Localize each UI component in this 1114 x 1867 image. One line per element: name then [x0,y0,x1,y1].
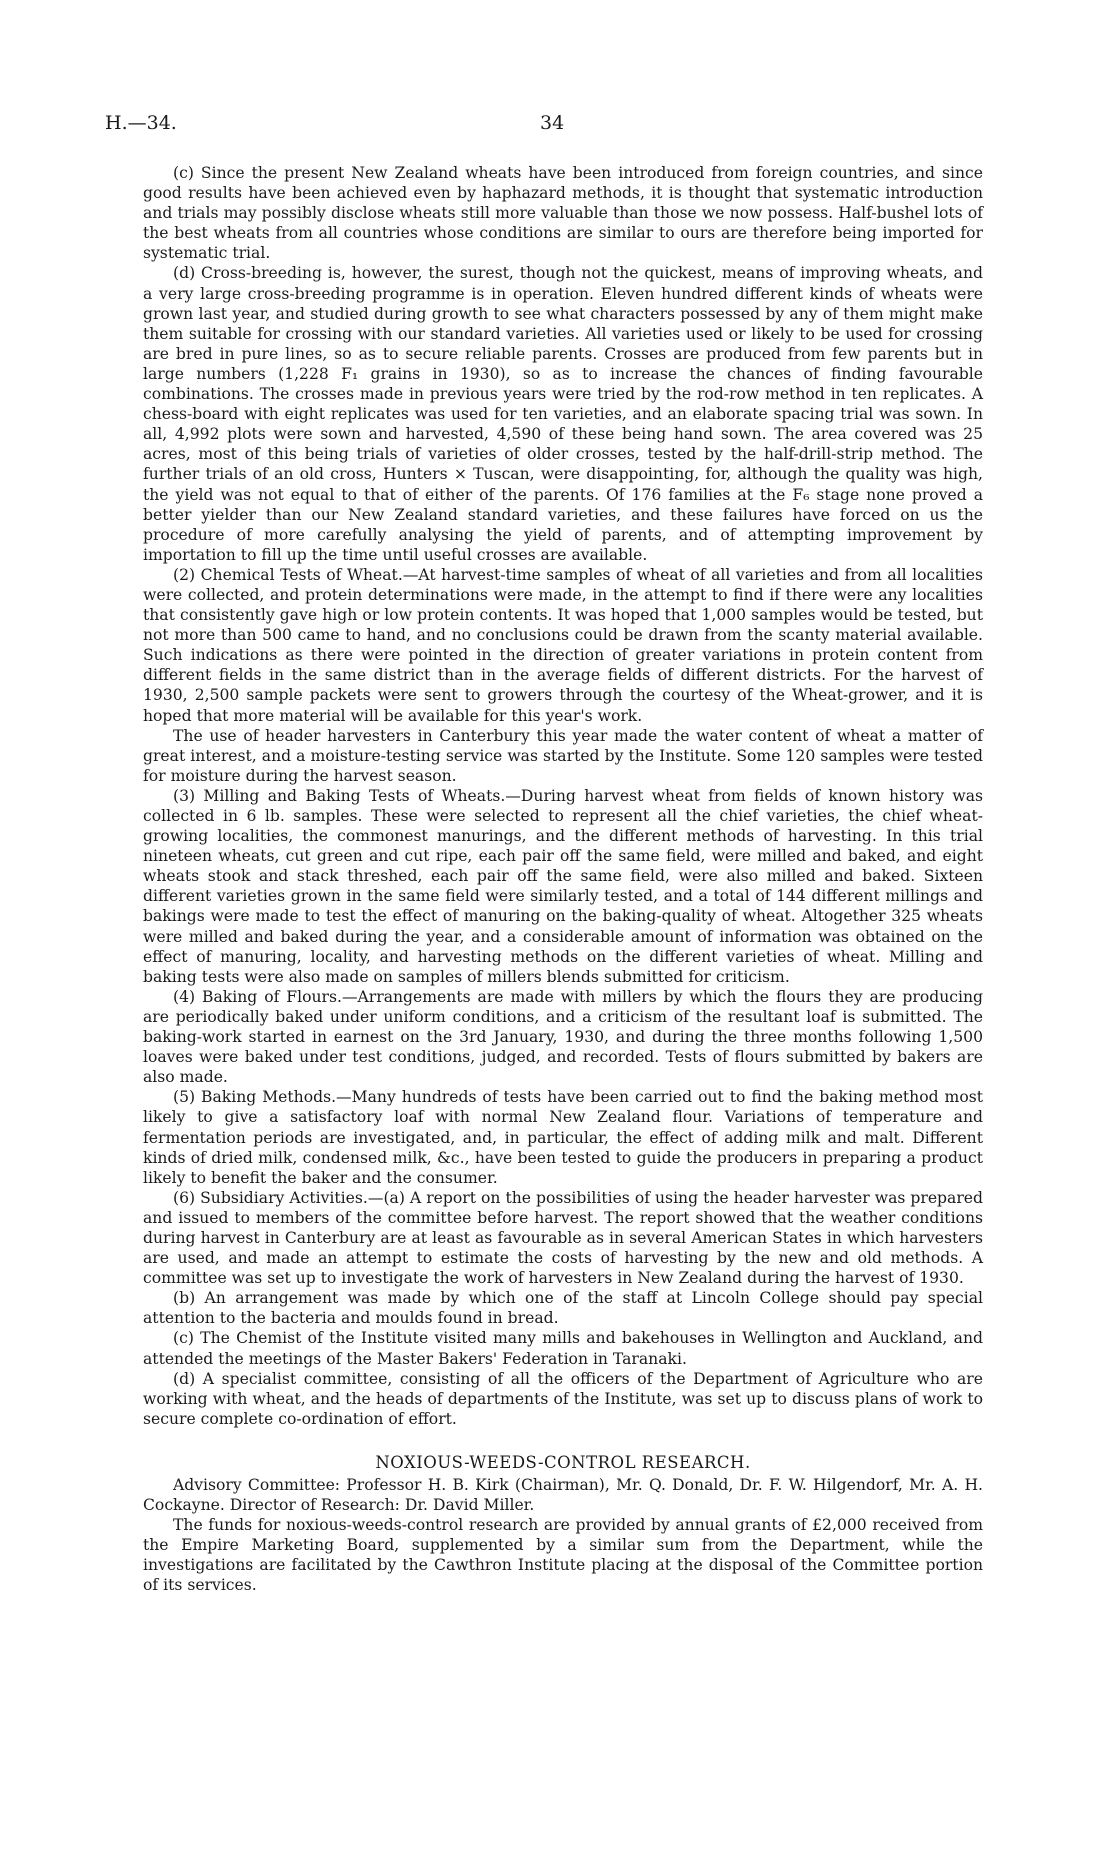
report-reference: H.—34. [105,112,177,134]
page-number: 34 [540,112,565,134]
paragraph-c-introduction: (c) Since the present New Zealand wheats have been introduced from foreign countries, and since good results have been achieved even by haphazard methods, it is thought that systematic introduction and trials may possibly disclose wheats still more valuable than those we now possess. Half-bushel lots of the best wheats from all countries whose conditions are similar to ours are therefore being imported for systematic trial. [143,164,983,263]
paragraph-6-subsidiary: (6) Subsidiary Activities.—(a) A report on the possibilities of using the header harvester was prepared and issued to members of the committee before harvest. The report showed that the weather conditions during harvest in Canterbury are at least as favourable as in several American States in which harvesters are used, and made an attempt to estimate the costs of harvesting by the new and old methods. A committee was set up to investigate the work of harvesters in New Zealand during the harvest of 1930. [143,1188,983,1288]
paragraph-6d: (d) A specialist committee, consisting of all the officers of the Department of Agriculture who are working with wheat, and the heads of departments of the Institute, was set up to discuss plans of work to secure complete co-ordination of effort. [143,1369,983,1428]
paragraph-3-milling-baking: (3) Milling and Baking Tests of Wheats.—During harvest wheat from fields of known history was collected in 6 lb. samples. These were selected to represent all the chief varieties, the chief wheat-growing localities, the commonest manurings, and the different methods of harvesting. In this trial nineteen wheats, cut green and cut ripe, each pair off the same field, were milled and baked, and eight wheats stook and stack threshed, each pair off the same field, were also milled and baked. Sixteen different varieties grown in the same field were similarly tested, and a total of 144 different millings and bakings were made to test the effect of manuring on the baking-quality of wheat. Altogether 325 wheats were milled and baked during the year, and a considerable amount of information was obtained on the effect of manuring, locality, and harvesting methods on the different varieties of wheat. Milling and baking tests were also made on samples of millers blends submitted for criticism. [143,786,983,986]
page-header [105,112,985,138]
paragraph-6c: (c) The Chemist of the Institute visited many mills and bakehouses in Wellington and Auckland, and attended the meetings of the Master Bakers' Federation in Taranaki. [143,1329,983,1368]
funding-paragraph: The funds for noxious-weeds-control research are provided by annual grants of £2,000 received from the Empire Marketing Board, supplemented by a similar sum from the Department, while the investigations are facilitated by the Cawthron Institute placing at the disposal of the Committee portion of its services. [143,1516,983,1595]
paragraph-d-cross-breeding: (d) Cross-breeding is, however, the surest, though not the quickest, means of improving wheats, and a very large cross-breeding programme is in operation. Eleven hundred different kinds of wheats were grown last year, and studied during growth to see what characters possessed by any of them might make them suitable for crossing with our standard varieties. All varieties used or likely to be used for crossing are bred in pure lines, so as to secure reliable parents. Crosses are produced from few parents but in large numbers (1,228 F₁ grains in 1930), so as to increase the chances of finding favourable combinations. The crosses made in previous years were tried by the rod-row method in ten replicates. A chess-board with eight replicates was used for ten varieties, and an elaborate spacing trial was sown. In all, 4,992 plots were sown and harvested, 4,590 of these being hand sown. The area covered was 25 acres, most of this being trials of varieties of older crosses, tested by the half-drill-strip method. The further trials of an old cross, Hunters × Tuscan, were disappointing, for, although the quality was high, the yield was not equal to that of either of the parents. Of 176 families at the F₆ stage none proved a better yielder than our New Zealand standard varieties, and these failures have forced on us the procedure of more carefully analysing the yield of parents, and of attempting improvement by importation to fill up the time until useful crosses are available. [143,264,983,564]
section-title: NOXIOUS-WEEDS-CONTROL RESEARCH. [375,1452,751,1472]
paragraph-4-baking-flours: (4) Baking of Flours.—Arrangements are made with millers by which the flours they are producing are periodically baked under uniform conditions, and a criticism of the resultant loaf is submitted. The baking-work started in earnest on the 3rd January, 1930, and during the three months following 1,500 loaves were baked under test conditions, judged, and recorded. Tests of flours submitted by bakers are also made. [143,987,983,1087]
paragraph-5-baking-methods: (5) Baking Methods.—Many hundreds of tests have been carried out to find the baking method most likely to give a satisfactory loaf with normal New Zealand flour. Variations of temperature and fermentation periods are investigated, and, in particular, the effect of adding milk and malt. Different kinds of dried milk, condensed milk, &c., have been tested to guide the producers in preparing a product likely to benefit the baker and the consumer. [143,1088,983,1187]
document-body [143,163,983,1596]
advisory-committee: Advisory Committee: Professor H. B. Kirk (Chairman), Mr. Q. Donald, Dr. F. W. Hilgendorf, Mr. A. H. Cockayne. Director of Research: Dr. David Miller. [143,1476,983,1515]
paragraph-6b: (b) An arrangement was made by which one of the staff at Lincoln College should pay special attention to the bacteria and moulds found in bread. [143,1289,983,1328]
paragraph-2-chemical-tests: (2) Chemical Tests of Wheat.—At harvest-time samples of wheat of all varieties and from all localities were collected, and protein determinations were made, in the attempt to find if there were any localities that consistently gave high or low protein contents. It was hoped that 1,000 samples would be tested, but not more than 500 came to hand, and no conclusions could be drawn from the scanty material available. Such indications as there were pointed in the direction of greater variations in protein content from different fields in the same district than in the average fields of different districts. For the harvest of 1930, 2,500 sample packets were sent to growers through the courtesy of the Wheat-grower, and it is hoped that more material will be available for this year's work. [143,565,983,725]
paragraph-header-harvesters: The use of header harvesters in Canterbury this year made the water content of wheat a matter of great interest, and a moisture-testing service was started by the Institute. Some 120 samples were tested for moisture during the harvest season. [143,726,983,785]
